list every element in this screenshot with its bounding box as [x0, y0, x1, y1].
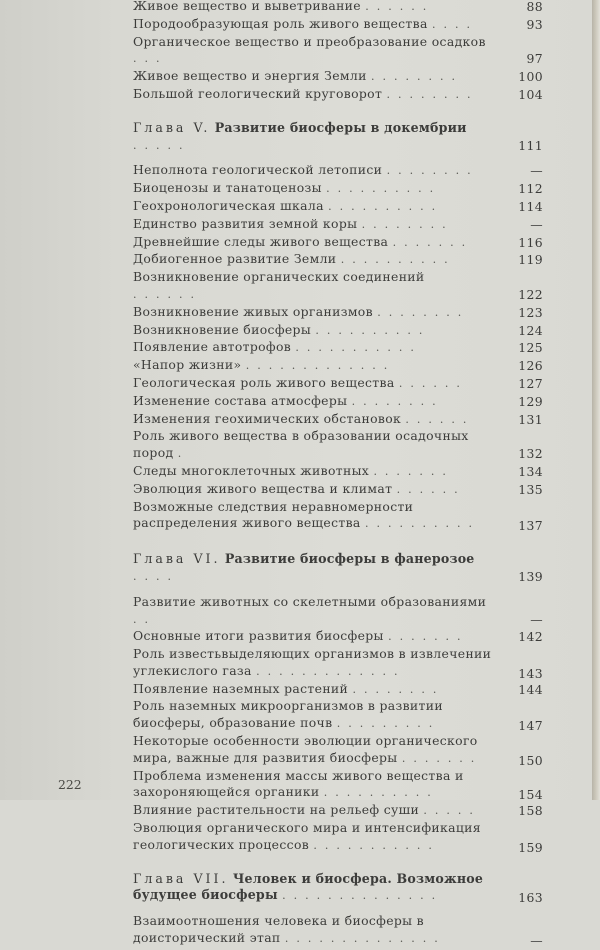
entry-page: 158: [518, 803, 543, 819]
entry-page: 112: [518, 181, 543, 197]
leader-dots: ......: [398, 376, 468, 390]
entry-page: —: [530, 611, 543, 627]
chapter-page: 163: [518, 890, 543, 906]
leader-dots: ........: [377, 305, 470, 319]
entry-title: Живое вещество и энергия Земли: [133, 68, 367, 84]
entry-title: Эволюция органического мира и интенсификация геологических процессов: [133, 820, 481, 852]
entry-page: 126: [518, 358, 543, 374]
toc-entry: [133, 913, 543, 948]
entry-title: Биоценозы и танатоценозы: [133, 180, 322, 196]
entry-title: «Напор жизни»: [133, 357, 242, 373]
entry-page: 119: [518, 252, 543, 268]
toc-entry: [133, 322, 543, 340]
entry-title: Возможные следствия неравномерности распределения живого вещества: [133, 498, 414, 531]
entry-title: Живое вещество и выветривание: [133, 0, 361, 13]
leader-dots: ..: [133, 612, 156, 626]
toc-entry: [133, 481, 543, 499]
page-number: 222: [58, 777, 82, 792]
entry-page: 131: [518, 411, 543, 427]
chapter-page: 139: [518, 568, 543, 584]
entry-page: 116: [518, 234, 543, 250]
toc-entry: [133, 698, 543, 733]
toc-entry: [133, 499, 543, 534]
toc-entry: [133, 733, 543, 768]
entry-title: Эволюция живого вещества и климат: [133, 480, 393, 496]
entry-page: —: [530, 163, 543, 179]
entry-page: 88: [526, 0, 543, 14]
entry-title: Роль живого вещества в образовании осадочных пород: [133, 428, 469, 461]
entry-title: Единство развития земной коры: [133, 215, 358, 231]
chapter-vii-section: [133, 871, 543, 948]
toc-entry: [133, 357, 543, 375]
toc-entry: [133, 594, 543, 629]
toc-entry: [133, 375, 543, 393]
leader-dots: ........: [361, 217, 454, 231]
chapter-title: Человек и биосфера. Возможное будущее биосферы: [133, 870, 484, 903]
leader-dots: .........: [336, 717, 441, 731]
intro-section: [133, 0, 543, 104]
leader-dots: ........: [351, 394, 444, 408]
entry-title: Влияние растительности на рельеф суши: [133, 802, 420, 818]
entry-page: 144: [518, 681, 543, 697]
toc-entry: [133, 216, 543, 234]
entry-page: 127: [518, 375, 543, 391]
leader-dots: .......: [401, 751, 483, 765]
chapter-heading: [133, 551, 543, 586]
entry-title: Возникновение живых организмов: [133, 303, 373, 319]
toc-entry: [133, 0, 543, 16]
toc-entry: [133, 162, 543, 180]
leader-dots: ...: [133, 52, 168, 66]
entry-page: 124: [518, 322, 543, 338]
entry-page: 129: [518, 393, 543, 409]
leader-dots: ....: [431, 17, 478, 31]
entry-page: 114: [518, 198, 543, 214]
leader-dots: .......: [373, 464, 454, 478]
entry-title: Появление автотрофов: [133, 339, 292, 355]
entry-title: Органическое вещество и преобразование осадков: [133, 33, 486, 49]
leader-dots: ..........: [315, 323, 431, 337]
chapter-label: Глава V.: [133, 119, 211, 135]
leader-dots: ...........: [313, 838, 440, 852]
leader-dots: ..........: [328, 199, 444, 213]
toc-entry: [133, 393, 543, 411]
entry-title: Основные итоги развития биосферы: [133, 628, 384, 644]
leader-dots: ......: [365, 0, 435, 13]
toc-entry: [133, 428, 543, 463]
leader-dots: ...........: [295, 341, 422, 355]
leader-dots: .............: [256, 664, 406, 678]
leader-dots: ........: [386, 164, 479, 178]
entry-page: 97: [526, 51, 543, 67]
entry-title: Роль наземных микроорганизмов в развитии биосферы, образование почв: [133, 698, 443, 731]
toc-entry: [133, 86, 543, 104]
toc-entry: [133, 180, 543, 198]
entry-title: Древнейшие следы живого вещества: [133, 233, 389, 249]
page-edge: [592, 0, 600, 800]
toc-entry: [133, 198, 543, 216]
entry-title: Изменения геохимических обстановок: [133, 410, 402, 426]
entry-title: Следы многоклеточных животных: [133, 462, 370, 478]
toc-entry: [133, 34, 543, 69]
toc-entry: [133, 646, 543, 681]
entry-page: 150: [518, 752, 543, 768]
leader-dots: .............: [245, 359, 396, 373]
entry-title: Изменение состава атмосферы: [133, 392, 348, 408]
chapter-title: Развитие биосферы в докембрии: [214, 119, 467, 135]
leader-dots: ........: [386, 87, 479, 101]
entry-title: Развитие животных со скелетными образованиями: [133, 593, 487, 609]
entry-page: 93: [526, 16, 543, 32]
entry-title: Возникновение биосферы: [133, 321, 312, 337]
leader-dots: ..............: [282, 889, 444, 903]
toc-entry: [133, 768, 543, 803]
entry-page: 159: [518, 839, 543, 855]
entry-page: 132: [518, 446, 543, 462]
leader-dots: .: [177, 447, 190, 461]
entry-page: 123: [518, 304, 543, 320]
chapter-heading: [133, 871, 543, 906]
leader-dots: .....: [423, 804, 481, 818]
entry-page: —: [530, 216, 543, 232]
leader-dots: ........: [352, 682, 445, 696]
toc-entry: [133, 304, 543, 322]
leader-dots: ......: [405, 412, 475, 426]
chapter-heading: [133, 120, 543, 155]
toc-entry: [133, 339, 543, 357]
entry-title: Роль известьвыделяющих организмов в извлечении углекислого газа: [133, 646, 492, 678]
leader-dots: ......: [396, 482, 466, 496]
toc-entry: [133, 269, 543, 304]
leader-dots: .......: [392, 235, 474, 249]
entry-title: Некоторые особенности эволюции органического мира, важные для развития биосферы: [133, 733, 478, 765]
toc-entry: [133, 68, 543, 86]
toc-entry: [133, 463, 543, 481]
entry-page: 125: [518, 340, 543, 356]
entry-title: Геологическая роль живого вещества: [133, 374, 395, 390]
chapter-page: 111: [518, 137, 543, 153]
entry-page: 154: [518, 787, 543, 803]
entry-title: Большой геологический круговорот: [133, 85, 383, 101]
leader-dots: ..........: [323, 786, 439, 800]
entry-title: Появление наземных растений: [133, 680, 349, 696]
entry-page: 143: [518, 665, 543, 681]
chapter-vi-section: [133, 551, 543, 855]
entry-page: 137: [518, 518, 543, 534]
leader-dots: ....: [133, 569, 179, 583]
leader-dots: ..........: [364, 517, 480, 531]
toc-entry: [133, 16, 543, 34]
entry-title: Взаимоотношения человека и биосферы в доисторический этап: [133, 913, 425, 946]
entry-title: Проблема изменения массы живого вещества и захороняющейся органики: [133, 767, 464, 800]
entry-page: —: [530, 933, 543, 949]
entry-page: 135: [518, 481, 543, 497]
leader-dots: ..........: [326, 182, 442, 196]
toc-entry: [133, 820, 543, 855]
chapter-title: Развитие биосферы в фанерозое: [224, 551, 475, 567]
toc-entry: [133, 628, 543, 646]
chapter-v-section: [133, 120, 543, 533]
toc-entry: [133, 802, 543, 820]
entry-page: 142: [518, 629, 543, 645]
toc-entry: [133, 411, 543, 429]
entry-page: 104: [518, 86, 543, 102]
entry-title: Неполнота геологической летописи: [133, 162, 383, 178]
chapter-label: Глава VII.: [133, 870, 229, 886]
leader-dots: ..............: [284, 932, 446, 946]
leader-dots: ..........: [340, 253, 456, 267]
toc-entry: [133, 234, 543, 252]
leader-dots: ......: [133, 287, 202, 301]
leader-dots: .....: [133, 138, 191, 152]
entry-page: 100: [518, 69, 543, 85]
entry-page: 122: [518, 286, 543, 302]
entry-page: 147: [518, 718, 543, 734]
chapter-label: Глава VI.: [133, 551, 221, 567]
table-of-contents: [133, 0, 543, 948]
entry-title: Геохронологическая шкала: [133, 197, 324, 213]
toc-entry: [133, 681, 543, 699]
leader-dots: .......: [388, 630, 469, 644]
entry-title: Возникновение органических соединений: [133, 269, 425, 285]
toc-entry: [133, 251, 543, 269]
entry-page: 134: [518, 463, 543, 479]
leader-dots: ........: [371, 70, 463, 84]
entry-title: Добиогенное развитие Земли: [133, 251, 337, 267]
entry-title: Породообразующая роль живого вещества: [133, 15, 428, 31]
